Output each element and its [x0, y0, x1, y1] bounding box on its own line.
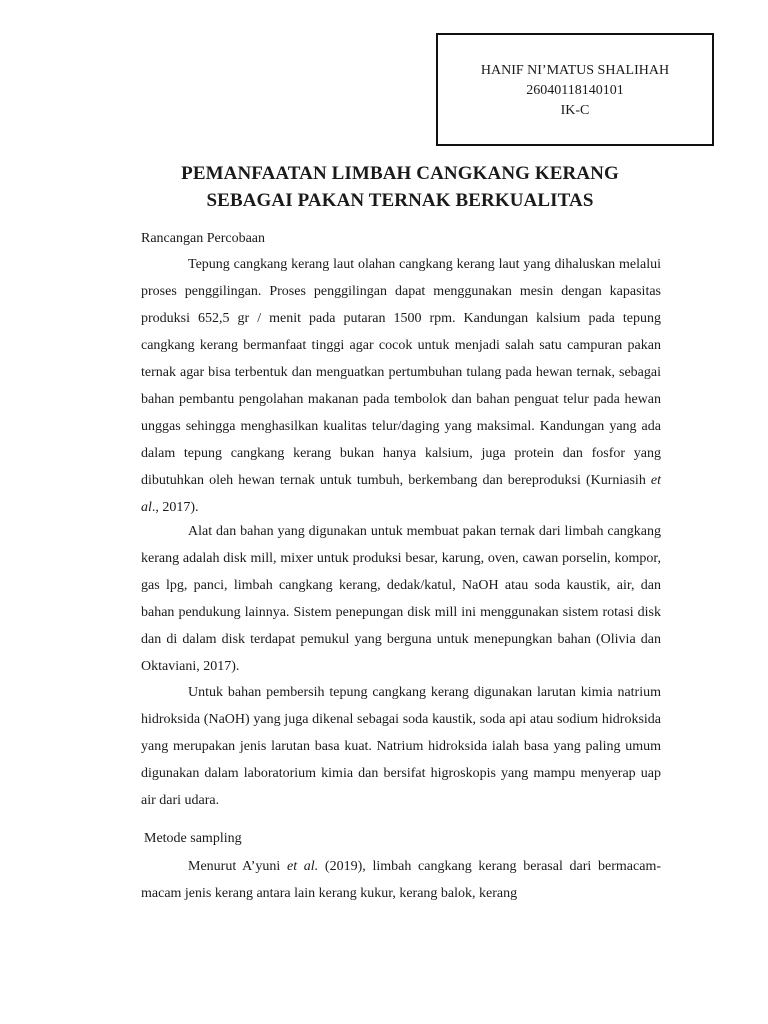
section-heading-sampling: Metode sampling — [144, 831, 242, 846]
student-id: 26040118140101 — [526, 83, 624, 98]
citation-italic: et al — [141, 473, 661, 515]
paragraph-design-2: Alat dan bahan yang digunakan untuk membuat pakan ternak dari limbah cangkang kerang adalah disk mill, mixer untuk produksi besar, karung, oven, cawan porselin, kompor, gas lpg, panci, limbah cangkang kerang, dedak/katul, NaOH atau soda kaustik, air, dan bahan pendukung lainnya. Sistem penepungan disk mill ini menggunakan sistem rotasi disk dan di dalam disk terdapat pemukul yang berguna untuk menepungkan bahan (Olivia dan Oktaviani, 2017). — [141, 524, 661, 674]
paragraph-design-1-text: Tepung cangkang kerang laut olahan cangkang kerang laut yang dihaluskan melalui proses penggilingan. Proses penggilingan dapat menggunakan mesin dengan kapasitas produksi 652,5 gr / menit pada putaran 1500 rpm. Kandungan kalsium pada tepung cangkang kerang bermanfaat tinggi agar cocok untuk menjadi salah satu campuran pakan ternak agar bisa terbentuk dan menguatkan pertumbuhan tulang pada hewan ternak, sebagai bahan pembantu pengolahan makanan pada tembolok dan bahan penguat telur pada hewan unggas sehingga menghasilkan kualitas telur/daging yang maksimal. Kandungan yang ada dalam tepung cangkang kerang bukan hanya kalsium, juga protein dan fosfor yang dibutuhkan oleh hewan ternak untuk tumbuh, berkembang dan bereproduksi (Kurniasih — [141, 257, 661, 488]
document-title — [100, 160, 700, 214]
paragraph-sampling-1-rest: (2019), limbah cangkang kerang berasal dari bermacam-macam jenis kerang antara lain kerang kukur, kerang balok, kerang — [141, 859, 661, 901]
author-name: HANIF NI’MATUS SHALIHAH — [480, 63, 670, 78]
paragraph-sampling-1-start: Menurut A’yuni — [188, 859, 287, 874]
paragraph-sampling-1 — [141, 853, 661, 907]
class-label: IK-C — [560, 103, 590, 118]
citation-italic-sampling: et al. — [286, 859, 319, 874]
paragraph-design-1 — [141, 251, 661, 521]
paragraph-design-3: Untuk bahan pembersih tepung cangkang kerang digunakan larutan kimia natrium hidroksida (NaOH) yang juga dikenal sebagai soda kaustik, soda api atau sodium hidroksida yang merupakan jenis larutan basa kuat. Natrium hidroksida ialah basa yang paling umum digunakan dalam laboratorium kimia dan bersifat higroskopis yang mampu menyerap uap air dari udara. — [141, 685, 661, 808]
author-info-box — [436, 33, 714, 146]
title-line-2: SEBAGAI PAKAN TERNAK BERKUALITAS — [206, 190, 594, 211]
title-line-1: PEMANFAATAN LIMBAH CANGKANG KERANG — [181, 163, 619, 184]
section-heading-design: Rancangan Percobaan — [141, 231, 265, 246]
citation-end: ., 2017). — [151, 500, 199, 515]
